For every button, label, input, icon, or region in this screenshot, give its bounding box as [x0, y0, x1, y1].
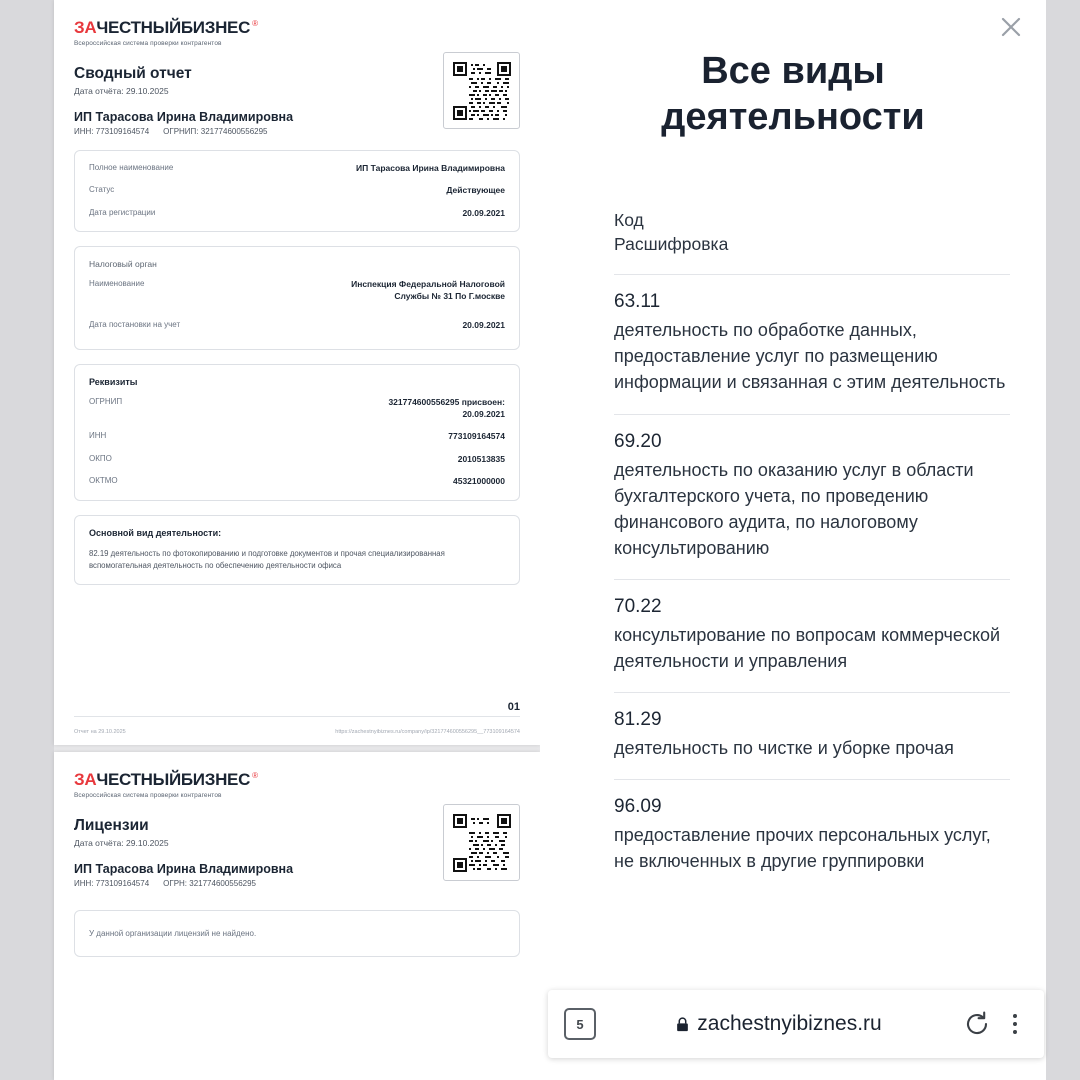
label-okpo: ОКПО: [89, 453, 112, 463]
row-tax-office-name: [89, 279, 505, 302]
footer-url: https://zachestnyibiznes.ru/company/ip/321774600556295__773109164574: [335, 729, 520, 735]
organization-inn: ИНН: 773109164574: [74, 127, 150, 136]
okved-code: 69.20: [614, 430, 662, 452]
brand-logo: [74, 18, 520, 47]
value-oktmo: 45321000000: [452, 476, 505, 487]
label-registration-date: Дата регистрации: [89, 207, 156, 217]
okved-text: предоставление прочих персональных услуг, не включенных в другие группировки: [614, 825, 991, 872]
list-item[interactable]: [614, 692, 1010, 779]
label-oktmo: ОКТМО: [89, 476, 118, 486]
address-bar[interactable]: [606, 1012, 952, 1036]
brand-name-rest-2: ЧЕСТНЫЙБИЗНЕС: [96, 770, 251, 789]
okved-code: 63.11: [614, 291, 661, 313]
modal-sheet: [540, 0, 1046, 985]
brand-name-accent-2: ЗА: [74, 770, 97, 789]
okved-list-header: [614, 208, 1010, 274]
tab-count-label: 5: [576, 1016, 584, 1032]
row-status: [89, 185, 505, 196]
report-page-1[interactable]: [54, 0, 540, 745]
page2-organization-name: ИП Тарасова Ирина Владимировна: [74, 862, 294, 876]
qr-code-icon: [443, 52, 520, 129]
brand-name-accent: ЗА: [74, 18, 97, 37]
organization-name: ИП Тарасова Ирина Владимировна: [74, 110, 294, 124]
report-date: Дата отчёта: 29.10.2025: [74, 86, 169, 96]
row-ogrnip: [89, 397, 505, 420]
okved-header-desc: Расшифровка: [614, 234, 729, 255]
value-ogrnip: 321774600556295 присвоен: 20.09.2021: [388, 397, 505, 419]
close-icon[interactable]: [998, 14, 1024, 40]
row-full-name: [89, 163, 505, 174]
okved-code: 70.22: [614, 595, 662, 617]
registered-mark-icon-2: ®: [252, 771, 258, 780]
card-title-main-activity: Основной вид деятельности:: [89, 527, 222, 538]
okved-code: 81.29: [614, 709, 662, 731]
footer-date: Отчет на 29.10.2025: [74, 729, 126, 735]
page2-title: Лицензии: [74, 817, 149, 834]
card-licenses-empty: [74, 910, 520, 957]
registered-mark-icon: ®: [252, 19, 258, 28]
browser-toolbar[interactable]: [548, 990, 1044, 1058]
value-registration-date: 20.09.2021: [462, 207, 505, 218]
value-full-name: ИП Тарасова Ирина Владимировна: [356, 163, 505, 173]
brand-subtitle: Всероссийская система проверки контрагентов: [74, 40, 222, 47]
list-item[interactable]: [614, 274, 1010, 413]
list-item[interactable]: [614, 579, 1010, 692]
value-inn: 773109164574: [448, 431, 505, 442]
card-title-requisites: Реквизиты: [89, 377, 138, 388]
value-tax-office-name: Инспекция Федеральной Налоговой Службы № 31 По Г.москве: [351, 279, 505, 301]
value-status: Действующее: [446, 185, 505, 196]
card-general-info: [74, 150, 520, 232]
row-okpo: [89, 454, 505, 465]
label-tax-office-name: Наименование: [89, 279, 145, 289]
report-page-2[interactable]: [54, 752, 540, 1080]
row-registration-date: [89, 208, 505, 219]
okved-text: консультирование по вопросам коммерческой деятельности и управления: [614, 624, 1001, 672]
card-requisites: [74, 364, 520, 500]
label-ogrnip: ОГРНИП: [89, 397, 123, 407]
card-tax-authority: [74, 246, 520, 350]
url-text: zachestnyibiznes.ru: [697, 1012, 882, 1035]
reload-icon[interactable]: [962, 1009, 992, 1039]
modal-title: Все виды деятельности: [661, 50, 925, 139]
label-tax-registration-date: Дата постановки на учет: [89, 320, 181, 330]
row-inn: [89, 431, 505, 442]
value-tax-registration-date: 20.09.2021: [462, 320, 505, 331]
card-main-activity: [74, 515, 520, 585]
okved-text: деятельность по оказанию услуг в области бухгалтерского учета, по проведению финансового аудита, по налоговому консультированию: [614, 459, 974, 558]
brand-subtitle-2: Всероссийская система проверки контрагентов: [74, 792, 222, 799]
okved-text: деятельность по чистке и уборке прочая: [614, 738, 954, 759]
okved-text: деятельность по обработке данных, предоставление услуг по размещению информации и связанная с этим деятельность: [614, 320, 1006, 393]
card-title-tax-authority: Налоговый орган: [89, 259, 157, 270]
row-oktmo: [89, 476, 505, 487]
label-status: Статус: [89, 185, 115, 195]
list-item[interactable]: [614, 414, 1010, 579]
kebab-menu-icon[interactable]: [1002, 1014, 1028, 1034]
list-item[interactable]: [614, 779, 1010, 892]
tab-count-button[interactable]: [564, 1008, 596, 1040]
brand-logo-page2: [74, 770, 520, 799]
label-inn: ИНН: [89, 431, 107, 441]
main-activity-text: 82.19 деятельность по фотокопированию и подготовке документов и прочая специализированная вспомогательная деятельность по обеспечению деятельности офиса: [89, 548, 445, 570]
brand-name-rest: ЧЕСТНЫЙБИЗНЕС: [96, 18, 251, 37]
row-tax-registration-date: [89, 320, 505, 331]
qr-code-icon-page2: [443, 804, 520, 881]
page2-ogrn: ОГРН: 321774600556295: [163, 879, 256, 888]
page2-inn: ИНН: 773109164574: [74, 879, 150, 888]
label-full-name: Полное наименование: [89, 163, 174, 172]
mobile-browser-panel: [540, 0, 1046, 1080]
page-title: Сводный отчет: [74, 65, 192, 82]
page2-report-date: Дата отчёта: 29.10.2025: [74, 838, 169, 848]
okved-code: 96.09: [614, 796, 662, 818]
licenses-empty-notice: У данной организации лицензий не найдено.: [89, 929, 257, 938]
organization-ogrnip: ОГРНИП: 321774600556295: [163, 127, 268, 136]
okved-header-code: Код: [614, 210, 644, 230]
lock-icon: [676, 1017, 689, 1032]
okved-list[interactable]: [614, 208, 1010, 985]
value-okpo: 2010513835: [457, 453, 505, 464]
page-number: 01: [507, 701, 520, 713]
footer-divider: [74, 716, 520, 717]
document-preview-column[interactable]: [54, 0, 540, 1080]
